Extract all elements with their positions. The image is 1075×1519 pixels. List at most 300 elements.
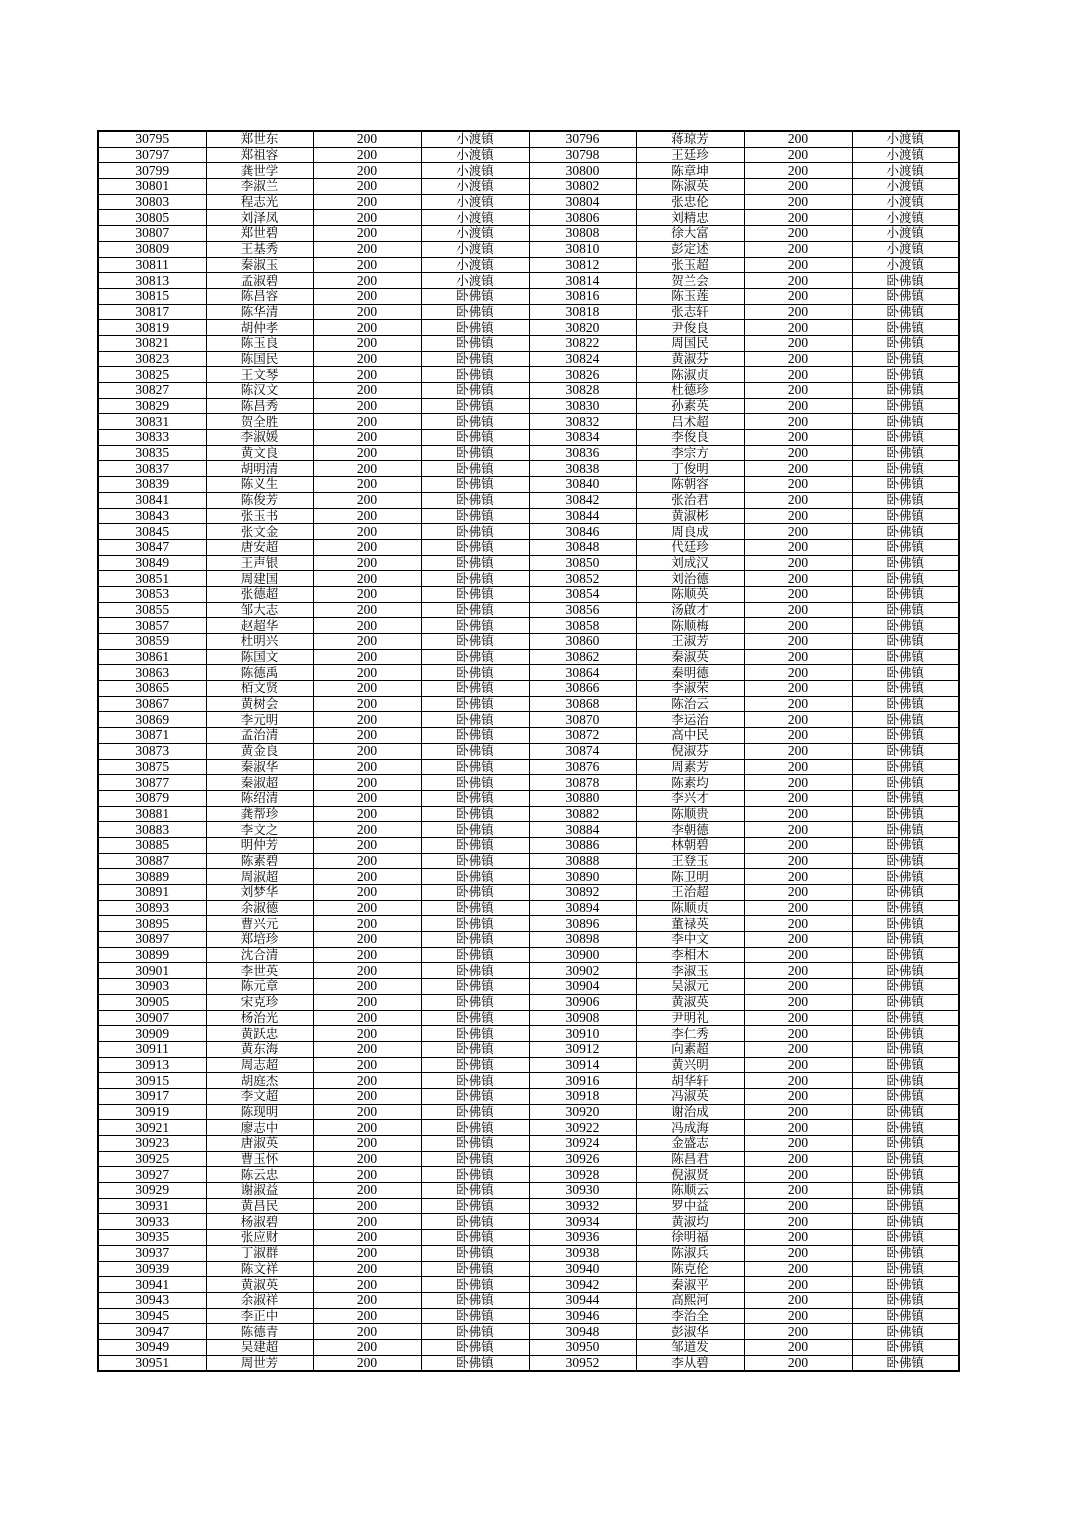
amount-cell: 200: [744, 806, 852, 822]
person-name-cell: 黄金良: [206, 743, 313, 759]
person-name-cell: 贺兰会: [636, 273, 744, 289]
town-cell: 卧佛镇: [852, 1026, 959, 1042]
town-cell: 卧佛镇: [852, 1041, 959, 1057]
person-name-cell: 李中文: [636, 932, 744, 948]
record-number-cell: 30841: [98, 492, 206, 508]
town-cell: 卧佛镇: [421, 586, 529, 602]
record-number-cell: 30855: [98, 602, 206, 618]
table-row: [98, 634, 959, 650]
person-name-cell: 宋克珍: [206, 994, 313, 1010]
record-number-cell: 30823: [98, 351, 206, 367]
person-name-cell: 王治超: [636, 885, 744, 901]
record-number-cell: 30880: [529, 790, 636, 806]
record-number-cell: 30906: [529, 994, 636, 1010]
amount-cell: 200: [744, 398, 852, 414]
amount-cell: 200: [744, 226, 852, 242]
town-cell: 卧佛镇: [852, 320, 959, 336]
amount-cell: 200: [744, 210, 852, 226]
person-name-cell: 陈现明: [206, 1104, 313, 1120]
person-name-cell: 余淑德: [206, 900, 313, 916]
town-cell: 卧佛镇: [852, 618, 959, 634]
record-number-cell: 30911: [98, 1041, 206, 1057]
person-name-cell: 张志轩: [636, 304, 744, 320]
record-number-cell: 30826: [529, 367, 636, 383]
record-number-cell: 30950: [529, 1339, 636, 1355]
record-number-cell: 30943: [98, 1292, 206, 1308]
record-number-cell: 30934: [529, 1214, 636, 1230]
amount-cell: 200: [744, 900, 852, 916]
town-cell: 卧佛镇: [421, 1183, 529, 1199]
amount-cell: 200: [744, 885, 852, 901]
town-cell: 卧佛镇: [852, 1104, 959, 1120]
record-number-cell: 30802: [529, 179, 636, 195]
person-name-cell: 彭淑华: [636, 1324, 744, 1340]
town-cell: 卧佛镇: [852, 586, 959, 602]
record-number-cell: 30813: [98, 273, 206, 289]
town-cell: 小渡镇: [421, 257, 529, 273]
person-name-cell: 李朝德: [636, 822, 744, 838]
person-name-cell: 秦明德: [636, 665, 744, 681]
amount-cell: 200: [313, 241, 421, 257]
record-number-cell: 30933: [98, 1214, 206, 1230]
record-number-cell: 30888: [529, 853, 636, 869]
record-number-cell: 30912: [529, 1041, 636, 1057]
amount-cell: 200: [744, 194, 852, 210]
person-name-cell: 杜明兴: [206, 634, 313, 650]
town-cell: 卧佛镇: [421, 445, 529, 461]
town-cell: 卧佛镇: [852, 806, 959, 822]
record-number-cell: 30863: [98, 665, 206, 681]
town-cell: 卧佛镇: [852, 963, 959, 979]
person-name-cell: 彭定述: [636, 241, 744, 257]
amount-cell: 200: [313, 492, 421, 508]
person-name-cell: 尹俊良: [636, 320, 744, 336]
town-cell: 卧佛镇: [421, 1104, 529, 1120]
town-cell: 卧佛镇: [421, 492, 529, 508]
town-cell: 卧佛镇: [852, 1073, 959, 1089]
record-number-cell: 30886: [529, 837, 636, 853]
amount-cell: 200: [313, 806, 421, 822]
town-cell: 卧佛镇: [421, 1026, 529, 1042]
person-name-cell: 周世芳: [206, 1355, 313, 1371]
amount-cell: 200: [744, 257, 852, 273]
amount-cell: 200: [313, 351, 421, 367]
person-name-cell: 秦淑华: [206, 759, 313, 775]
record-number-cell: 30824: [529, 351, 636, 367]
table-row: [98, 320, 959, 336]
person-name-cell: 丁淑群: [206, 1245, 313, 1261]
town-cell: 卧佛镇: [852, 994, 959, 1010]
person-name-cell: 龚世学: [206, 163, 313, 179]
person-name-cell: 丁俊明: [636, 461, 744, 477]
table-row: [98, 1324, 959, 1340]
town-cell: 卧佛镇: [421, 1120, 529, 1136]
town-cell: 卧佛镇: [852, 885, 959, 901]
amount-cell: 200: [744, 1041, 852, 1057]
town-cell: 卧佛镇: [421, 367, 529, 383]
person-name-cell: 陈淑英: [636, 179, 744, 195]
town-cell: 卧佛镇: [852, 492, 959, 508]
person-name-cell: 栢文贤: [206, 681, 313, 697]
town-cell: 小渡镇: [852, 179, 959, 195]
table-row: [98, 367, 959, 383]
town-cell: 卧佛镇: [421, 618, 529, 634]
person-name-cell: 陈昌容: [206, 288, 313, 304]
town-cell: 卧佛镇: [421, 696, 529, 712]
record-number-cell: 30887: [98, 853, 206, 869]
table-row: [98, 539, 959, 555]
person-name-cell: 龚帮珍: [206, 806, 313, 822]
record-number-cell: 30825: [98, 367, 206, 383]
town-cell: 卧佛镇: [852, 712, 959, 728]
record-number-cell: 30801: [98, 179, 206, 195]
town-cell: 卧佛镇: [421, 775, 529, 791]
amount-cell: 200: [313, 1010, 421, 1026]
amount-cell: 200: [744, 383, 852, 399]
amount-cell: 200: [313, 1104, 421, 1120]
table-row: [98, 210, 959, 226]
town-cell: 卧佛镇: [852, 696, 959, 712]
person-name-cell: 陈淑兵: [636, 1245, 744, 1261]
town-cell: 卧佛镇: [421, 1324, 529, 1340]
record-number-cell: 30935: [98, 1230, 206, 1246]
person-name-cell: 周淑超: [206, 869, 313, 885]
person-name-cell: 陈顺贵: [636, 806, 744, 822]
person-name-cell: 沈合清: [206, 947, 313, 963]
person-name-cell: 张治君: [636, 492, 744, 508]
amount-cell: 200: [744, 1104, 852, 1120]
record-number-cell: 30859: [98, 634, 206, 650]
amount-cell: 200: [744, 414, 852, 430]
amount-cell: 200: [744, 1151, 852, 1167]
person-name-cell: 陈卫明: [636, 869, 744, 885]
person-name-cell: 曹兴元: [206, 916, 313, 932]
amount-cell: 200: [744, 1245, 852, 1261]
record-number-cell: 30833: [98, 430, 206, 446]
record-number-cell: 30846: [529, 524, 636, 540]
person-name-cell: 冯成海: [636, 1120, 744, 1136]
record-number-cell: 30892: [529, 885, 636, 901]
town-cell: 卧佛镇: [421, 335, 529, 351]
table-row: [98, 1214, 959, 1230]
person-name-cell: 李仁秀: [636, 1026, 744, 1042]
town-cell: 卧佛镇: [852, 743, 959, 759]
town-cell: 小渡镇: [852, 147, 959, 163]
person-name-cell: 黄淑芬: [636, 351, 744, 367]
town-cell: 卧佛镇: [421, 1057, 529, 1073]
amount-cell: 200: [744, 351, 852, 367]
amount-cell: 200: [313, 147, 421, 163]
town-cell: 卧佛镇: [852, 602, 959, 618]
record-number-cell: 30894: [529, 900, 636, 916]
amount-cell: 200: [313, 320, 421, 336]
record-number-cell: 30808: [529, 226, 636, 242]
person-name-cell: 刘治德: [636, 571, 744, 587]
amount-cell: 200: [313, 994, 421, 1010]
person-name-cell: 唐淑英: [206, 1136, 313, 1152]
person-name-cell: 董禄英: [636, 916, 744, 932]
town-cell: 卧佛镇: [421, 790, 529, 806]
town-cell: 卧佛镇: [852, 1151, 959, 1167]
record-number-cell: 30879: [98, 790, 206, 806]
person-name-cell: 赵超华: [206, 618, 313, 634]
person-name-cell: 陈文祥: [206, 1261, 313, 1277]
amount-cell: 200: [744, 445, 852, 461]
town-cell: 卧佛镇: [421, 524, 529, 540]
amount-cell: 200: [744, 932, 852, 948]
person-name-cell: 林朝碧: [636, 837, 744, 853]
town-cell: 卧佛镇: [852, 1167, 959, 1183]
person-name-cell: 黄跃忠: [206, 1026, 313, 1042]
person-name-cell: 张文金: [206, 524, 313, 540]
table-row: [98, 586, 959, 602]
record-number-cell: 30830: [529, 398, 636, 414]
record-number-cell: 30893: [98, 900, 206, 916]
town-cell: 卧佛镇: [421, 1214, 529, 1230]
person-name-cell: 杨淑碧: [206, 1214, 313, 1230]
record-number-cell: 30832: [529, 414, 636, 430]
amount-cell: 200: [744, 1136, 852, 1152]
town-cell: 卧佛镇: [852, 288, 959, 304]
person-name-cell: 陈顺梅: [636, 618, 744, 634]
record-number-cell: 30939: [98, 1261, 206, 1277]
record-number-cell: 30834: [529, 430, 636, 446]
record-number-cell: 30891: [98, 885, 206, 901]
record-number-cell: 30922: [529, 1120, 636, 1136]
person-name-cell: 陈素碧: [206, 853, 313, 869]
record-number-cell: 30874: [529, 743, 636, 759]
person-name-cell: 黄昌民: [206, 1198, 313, 1214]
amount-cell: 200: [313, 618, 421, 634]
record-number-cell: 30945: [98, 1308, 206, 1324]
record-number-cell: 30870: [529, 712, 636, 728]
record-number-cell: 30921: [98, 1120, 206, 1136]
person-name-cell: 徐明福: [636, 1230, 744, 1246]
person-name-cell: 杨治光: [206, 1010, 313, 1026]
table-row: [98, 1088, 959, 1104]
amount-cell: 200: [313, 1261, 421, 1277]
table-row: [98, 790, 959, 806]
amount-cell: 200: [313, 1026, 421, 1042]
town-cell: 卧佛镇: [852, 665, 959, 681]
record-number-cell: 30836: [529, 445, 636, 461]
table-row: [98, 665, 959, 681]
person-name-cell: 周志超: [206, 1057, 313, 1073]
record-number-cell: 30803: [98, 194, 206, 210]
person-name-cell: 杜德珍: [636, 383, 744, 399]
town-cell: 卧佛镇: [852, 1292, 959, 1308]
person-name-cell: 陈治云: [636, 696, 744, 712]
record-number-cell: 30814: [529, 273, 636, 289]
person-name-cell: 李淑玉: [636, 963, 744, 979]
person-name-cell: 陈华清: [206, 304, 313, 320]
town-cell: 卧佛镇: [421, 712, 529, 728]
record-number-cell: 30828: [529, 383, 636, 399]
town-cell: 小渡镇: [421, 226, 529, 242]
amount-cell: 200: [744, 320, 852, 336]
amount-cell: 200: [744, 430, 852, 446]
person-name-cell: 刘梦华: [206, 885, 313, 901]
amount-cell: 200: [313, 869, 421, 885]
amount-cell: 200: [744, 131, 852, 147]
town-cell: 卧佛镇: [852, 932, 959, 948]
amount-cell: 200: [313, 508, 421, 524]
amount-cell: 200: [744, 571, 852, 587]
town-cell: 卧佛镇: [421, 1292, 529, 1308]
record-number-cell: 30941: [98, 1277, 206, 1293]
amount-cell: 200: [313, 367, 421, 383]
amount-cell: 200: [313, 634, 421, 650]
amount-cell: 200: [744, 1292, 852, 1308]
amount-cell: 200: [313, 1136, 421, 1152]
amount-cell: 200: [313, 1167, 421, 1183]
record-number-cell: 30918: [529, 1088, 636, 1104]
amount-cell: 200: [744, 273, 852, 289]
person-name-cell: 陈章坤: [636, 163, 744, 179]
town-cell: 小渡镇: [421, 210, 529, 226]
town-cell: 卧佛镇: [421, 1245, 529, 1261]
amount-cell: 200: [744, 869, 852, 885]
record-number-cell: 30882: [529, 806, 636, 822]
record-number-cell: 30858: [529, 618, 636, 634]
record-number-cell: 30865: [98, 681, 206, 697]
town-cell: 卧佛镇: [421, 681, 529, 697]
amount-cell: 200: [744, 681, 852, 697]
amount-cell: 200: [744, 1355, 852, 1371]
person-name-cell: 谢治成: [636, 1104, 744, 1120]
town-cell: 小渡镇: [421, 273, 529, 289]
amount-cell: 200: [313, 131, 421, 147]
amount-cell: 200: [744, 665, 852, 681]
record-number-cell: 30883: [98, 822, 206, 838]
amount-cell: 200: [744, 147, 852, 163]
amount-cell: 200: [744, 916, 852, 932]
amount-cell: 200: [313, 712, 421, 728]
person-name-cell: 秦淑玉: [206, 257, 313, 273]
record-number-cell: 30816: [529, 288, 636, 304]
town-cell: 卧佛镇: [421, 351, 529, 367]
record-number-cell: 30924: [529, 1136, 636, 1152]
table-row: [98, 1230, 959, 1246]
amount-cell: 200: [744, 712, 852, 728]
record-number-cell: 30840: [529, 477, 636, 493]
person-name-cell: 黄淑英: [636, 994, 744, 1010]
amount-cell: 200: [313, 1277, 421, 1293]
amount-cell: 200: [313, 194, 421, 210]
amount-cell: 200: [744, 696, 852, 712]
table-row: [98, 414, 959, 430]
town-cell: 卧佛镇: [852, 759, 959, 775]
table-row: [98, 1292, 959, 1308]
table-row: [98, 963, 959, 979]
person-name-cell: 陈昌秀: [206, 398, 313, 414]
amount-cell: 200: [313, 822, 421, 838]
amount-cell: 200: [744, 1261, 852, 1277]
person-name-cell: 张德超: [206, 586, 313, 602]
person-name-cell: 陈绍清: [206, 790, 313, 806]
record-number-cell: 30919: [98, 1104, 206, 1120]
table-row: [98, 351, 959, 367]
town-cell: 小渡镇: [852, 194, 959, 210]
town-cell: 卧佛镇: [852, 1214, 959, 1230]
amount-cell: 200: [744, 304, 852, 320]
record-number-cell: 30936: [529, 1230, 636, 1246]
town-cell: 小渡镇: [421, 179, 529, 195]
town-cell: 小渡镇: [421, 194, 529, 210]
table-row: [98, 555, 959, 571]
person-name-cell: 胡仲孝: [206, 320, 313, 336]
town-cell: 卧佛镇: [852, 900, 959, 916]
record-number-cell: 30903: [98, 979, 206, 995]
person-name-cell: 秦淑超: [206, 775, 313, 791]
table-row: [98, 1057, 959, 1073]
town-cell: 卧佛镇: [421, 1277, 529, 1293]
person-name-cell: 郑培珍: [206, 932, 313, 948]
person-name-cell: 孙素英: [636, 398, 744, 414]
record-number-cell: 30908: [529, 1010, 636, 1026]
person-name-cell: 陈元章: [206, 979, 313, 995]
record-number-cell: 30799: [98, 163, 206, 179]
person-name-cell: 冯淑英: [636, 1088, 744, 1104]
person-name-cell: 刘泽凤: [206, 210, 313, 226]
town-cell: 卧佛镇: [421, 461, 529, 477]
person-name-cell: 廖志中: [206, 1120, 313, 1136]
amount-cell: 200: [313, 335, 421, 351]
amount-cell: 200: [744, 586, 852, 602]
town-cell: 卧佛镇: [852, 1230, 959, 1246]
town-cell: 卧佛镇: [852, 869, 959, 885]
town-cell: 卧佛镇: [421, 869, 529, 885]
record-number-cell: 30872: [529, 728, 636, 744]
record-number-cell: 30876: [529, 759, 636, 775]
amount-cell: 200: [744, 335, 852, 351]
amount-cell: 200: [744, 775, 852, 791]
amount-cell: 200: [744, 461, 852, 477]
town-cell: 卧佛镇: [852, 916, 959, 932]
record-number-cell: 30857: [98, 618, 206, 634]
amount-cell: 200: [313, 1041, 421, 1057]
amount-cell: 200: [744, 790, 852, 806]
record-number-cell: 30797: [98, 147, 206, 163]
town-cell: 卧佛镇: [852, 367, 959, 383]
town-cell: 卧佛镇: [421, 477, 529, 493]
amount-cell: 200: [313, 1355, 421, 1371]
person-name-cell: 余淑祥: [206, 1292, 313, 1308]
table-row: [98, 806, 959, 822]
record-number-cell: 30868: [529, 696, 636, 712]
record-number-cell: 30822: [529, 335, 636, 351]
record-number-cell: 30905: [98, 994, 206, 1010]
record-number-cell: 30896: [529, 916, 636, 932]
town-cell: 卧佛镇: [852, 304, 959, 320]
town-cell: 卧佛镇: [852, 1339, 959, 1355]
record-number-cell: 30869: [98, 712, 206, 728]
record-number-cell: 30864: [529, 665, 636, 681]
person-name-cell: 李俊良: [636, 430, 744, 446]
record-number-cell: 30873: [98, 743, 206, 759]
town-cell: 卧佛镇: [852, 273, 959, 289]
town-cell: 卧佛镇: [421, 916, 529, 932]
amount-cell: 200: [313, 759, 421, 775]
town-cell: 卧佛镇: [852, 335, 959, 351]
table-row: [98, 131, 959, 147]
table-row: [98, 1010, 959, 1026]
town-cell: 卧佛镇: [852, 539, 959, 555]
town-cell: 卧佛镇: [421, 1010, 529, 1026]
record-number-cell: 30909: [98, 1026, 206, 1042]
amount-cell: 200: [744, 163, 852, 179]
record-number-cell: 30850: [529, 555, 636, 571]
